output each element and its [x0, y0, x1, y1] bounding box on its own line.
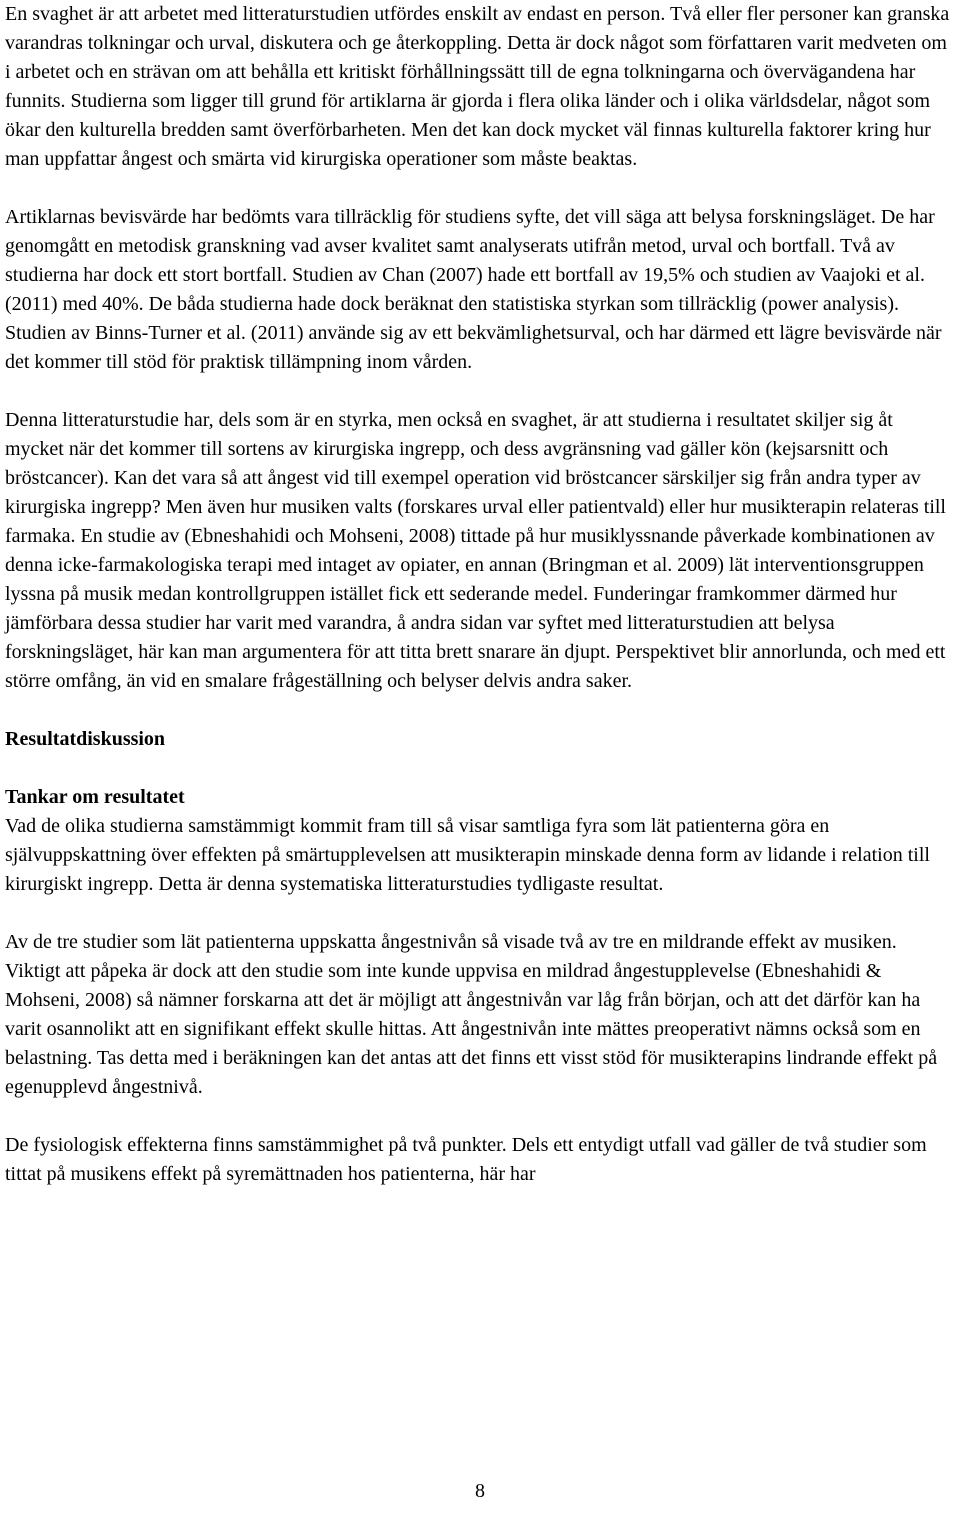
page-number: 8 — [475, 1480, 485, 1502]
subsection-heading: Tankar om resultatet — [5, 786, 185, 808]
paragraph-evidence-value: Artiklarnas bevisvärde har bedömts vara tillräcklig för studiens syfte, det vill säga att belysa forskningsläget. De har genomgått en metodisk granskning vad avser kvalitet samt analyserats utifrån metod, urval och bortfall. Två av studierna har dock ett stort bortfall. Studien av Chan (2007) hade ett bortfall av 19,5% och studien av Vaajoki et al. (2011) med 40%. De båda studierna hade dock beräknat den statistiska styrkan som tillräcklig (power analysis). Studien av Binns-Turner et al. (2011) använde sig av ett bekvämlighetsurval, och har därmed ett lägre bevisvärde när det kommer till stöd för praktisk tillämpning inom vården. — [5, 206, 942, 373]
paragraph-physiological-effects: De fysiologisk effekterna finns samstämmighet på två punkter. Dels ett entydigt utfall vad gäller de två studier som tittat på musikens effekt på syremättnaden hos patienterna, här har — [5, 1134, 927, 1185]
paragraph-pain-results: Vad de olika studierna samstämmigt kommit fram till så visar samtliga fyra som lät patienterna göra en självuppskattning över effekten på smärtupplevelsen att musikterapin minskade denna form av lidande i relation till kirurgiskt ingrepp. Detta är denna systematiska litteraturstudies tydligaste resultat. — [5, 815, 930, 895]
section-heading: Resultatdiskussion — [5, 728, 166, 750]
paragraph-anxiety-results: Av de tre studier som lät patienterna uppskatta ångestnivån så visade två av tre en mildrande effekt av musiken. Viktigt att påpeka är dock att den studie som inte kunde uppvisa en mildrad ångestupplevelse (Ebneshahidi & Mohseni, 2008) så nämner forskarna att det är möjligt att ångestnivån var låg från början, och att det därför kan ha varit osannolikt att en signifikant effekt skulle hittas. Att ångestnivån inte mättes preoperativt nämns också som en belastning. Tas detta med i beräkningen kan det antas att det finns ett visst stöd för musikterapins lindrande effekt på egenupplevd ångestnivå. — [5, 931, 938, 1098]
document-page — [5, 0, 955, 1189]
paragraph-study-scope: Denna litteraturstudie har, dels som är en styrka, men också en svaghet, är att studierna i resultatet skiljer sig åt mycket när det kommer till sortens av kirurgiska ingrepp, och dess avgränsning vad gäller kön (kejsarsnitt och bröstcancer). Kan det vara så att ångest vid till exempel operation vid bröstcancer särskiljer sig från andra typer av kirurgiska ingrepp? Men även hur musiken valts (forskares urval eller patientvald) eller hur musikterapin relateras till farmaka. En studie av (Ebneshahidi och Mohseni, 2008) tittade på hur musiklyssnande påverkade kombinationen av denna icke-farmakologiska terapi med intaget av opiater, en annan (Bringman et al. 2009) lät interventionsgruppen lyssna på musik medan kontrollgruppen istället fick ett sederande medel. Funderingar framkommer därmed hur jämförbara dessa studier har varit med varandra, å andra sidan var syftet med litteraturstudien att belysa forskningsläget, här kan man argumentera för att titta brett snarare än djupt. Perspektivet blir annorlunda, och med ett större omfång, än vid en smalare frågeställning och belyser delvis andra saker. — [5, 409, 946, 692]
paragraph-weakness: En svaghet är att arbetet med litteraturstudien utfördes enskilt av endast en person. Två eller fler personer kan granska varandras tolkningar och urval, diskutera och ge återkoppling. Detta är dock något som författaren varit medveten om i arbetet och en strävan om att behålla ett kritiskt förhållningssätt till de egna tolkningarna och övervägandena har funnits. Studierna som ligger till grund för artiklarna är gjorda i flera olika länder och i olika världsdelar, något som ökar den kulturella bredden samt överförbarheten. Men det kan dock mycket väl finnas kulturella faktorer kring hur man uppfattar ångest och smärta vid kirurgiska operationer som måste beaktas. — [5, 3, 950, 170]
